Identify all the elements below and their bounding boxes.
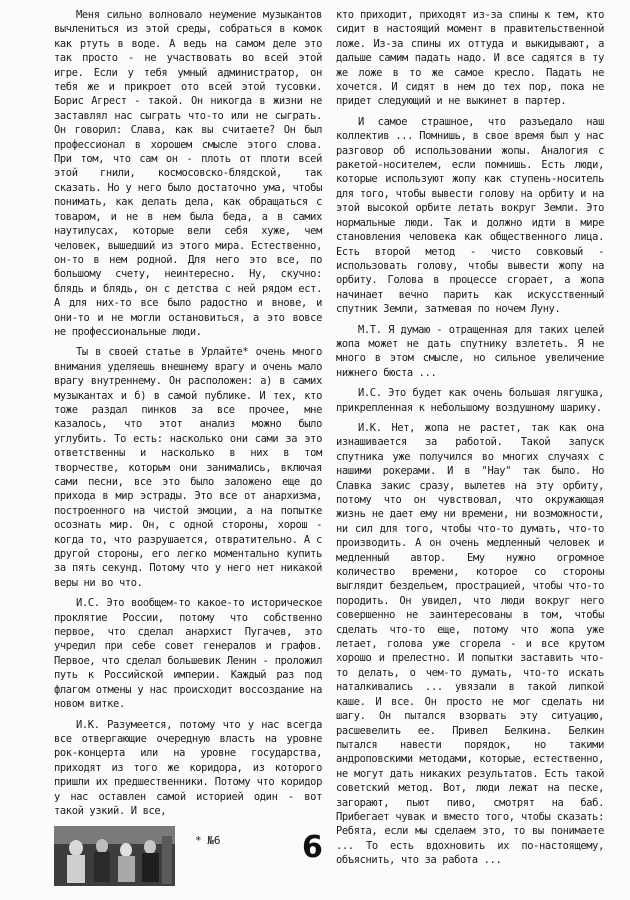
paragraph: кто приходит, приходят из-за спины к тем, кто сидит в настоящий момент в правительственной ложе. Из-за спины их оттуда и выкидывают, а дальше самим падать надо. И все садятся в ту же ложе в то же самое кресло. Падать не хочется. И сидят в нем до тех пор, пока не придет следующий и не выкинет в партер. [336,9,604,108]
left-column [54,8,322,886]
photo-caption: * №6 [195,834,221,848]
page-number: 6 [302,830,323,865]
paragraph: Ты в своей статье в Урлайте* очень много внимания уделяешь внешнему врагу и очень мало врагу внутреннему. Он расположен: а) в самих музыкантах и б) в самой публике. И тех, кто тоже раздал пинков за все прочее, мне казалось, что этот анализ можно было углубить. То есть: насколько они сами за это ответственны и насколько в них в том творчестве, которым они занимались, включая сами песни, все это было заложено еще до прихода в мир эстрады. Это все от анархизма, построенного на чистой эмоции, а на попытке осознать мир. Он, с одной стороны, хорош - когда то, что разрушается, отвратительно. А с другой стороны, его легко моментально купить за пять секунд. Потому что у него нет никакой веры ни во что. [54,346,322,589]
band-photo [54,826,175,886]
paragraph: М.Т. Я думаю - отращенная для таких целей жопа может не дать спутнику взлететь. Я не много в этом смысле, но сильное увеличение нижнего бюста ... [336,323,604,379]
paragraph: И.С. Это будет как очень большая лягушка, прикрепленная к небольшому воздушному шарику. [336,387,604,414]
paragraph: И самое страшное, что разъедало наш коллектив ... Помнишь, в свое время был у нас разговор об использовании жопы. Аналогия с ракетой-носителем, если помнишь. Есть люди, которые используют жопу как ступень-носитель для того, чтобы вывести голову на орбиту и на этой высокой орбите летать вокруг Земли. Это нормальные люди. Так и должно идти в мире становления человека как общественного лица. Есть второй метод - чисто совковый - использовать голову, чтобы вывести жопу на орбиту. Голова в процессе сгорает, а жопа начинает вечно парить как искусственный спутник Земли, затмевая по ночем Луну. [336,115,604,316]
paragraph: И.К. Разумеется, потому что у нас всегда все отвергающие очередную власть на уровне рок-концерта или на уровне государства, приходят из того же коридора, из которого пришли их предшественники. Потому что коридор у нас оставлен самой историей один - вот такой узкий. И все, [54,718,322,817]
right-column [336,8,604,874]
paragraph: Меня сильно волновало неумение музыкантов вычлениться из этой среды, собраться в комок как ртуть в воде. А ведь на самом деле это так просто - не участвовать во всей этой игре. Если у тебя умный администратор, он тебя же и прикроет ото всей этой тусовки. Борис Агрест - такой. Он никогда в жизни не заставлял нас сыграть что-то или не сыграть. Он говорил: Слава, как вы считаете? Он был профессионал в хорошем смысле этого слова. При том, что сам он - плоть от плоти всей этой гнили, космосовско-блядской, так сказать. Но у него было достаточно ума, чтобы понимать, как делать дела, как обращаться с товаром, и не в нем была беда, а в самих наутилусах, которые вели себя хуже, чем человек, вышедший из этого мира. Естественно, он-то в нем родной. Для него это все, по большому счету, неинтересно. Ну, скучно: блядь и блядь, он с детства с ней рядом ест. А для них-то все было радостно и внове, и они-то и не могли остановиться, а это вовсе не профессиональные люди. [54,9,322,338]
paragraph: И.К. Нет, жопа не растет, так как она изнашивается за работой. Такой запуск спутника уже получился во многих случаях с нашими рокерами. И в "Нау" так было. Но Славка закис сразу, вылетев на эту орбиту, потому что он чувствовал, что окружающая жизнь не дает ему ни времени, ни возможности, ни сил для того, чтобы что-то думать, что-то производить. А он очень медленный человек и медленный автор. Ему нужно огромное количество времени, которое со стороны выглядит бездельем, прострацией, чтобы что-то породить. Он увидел, что люди вокруг него совершенно не заинтересованы в том, чтобы сделать что-то еще, потому что жопа уже летает, голова уже сгорела - и все крутом хорошо и прелестно. И попытки заставить что-то делать, о чем-то думать, что-то искать наталкивались ... увязали в такой липкой каше. И все. Он просто не мог сделать ни шагу. Он пытался взорвать эту ситуацию, расшевелить ее. Привел Белкина. Белкин пытался навести порядок, но такими андроповскими методами, которые, естественно, не могут дать никаких результатов. Есть такой советский метод. Вот, люди лежат на песке, загорают, пьют пиво, смотрят на баб. Прибегает чувак и вместо того, чтобы сказать: Ребята, если мы сделаем это, то вы понимаете ... То есть вдохновить их по-настоящему, объяснить, что за работа ... [336,421,604,867]
photo-row [54,826,322,886]
paragraph: И.С. Это вообщем-то какое-то историческое проклятие России, потому что собственно первое, что сделал анархист Пугачев, это учредил при себе совет генералов и графов. Первое, что сделал большевик Ленин - проложил путь к Российской империи. Каждый раз под флагом отмены у нас происходит воссоздание на новом витке. [54,597,322,711]
band-photo-figures [54,826,175,886]
